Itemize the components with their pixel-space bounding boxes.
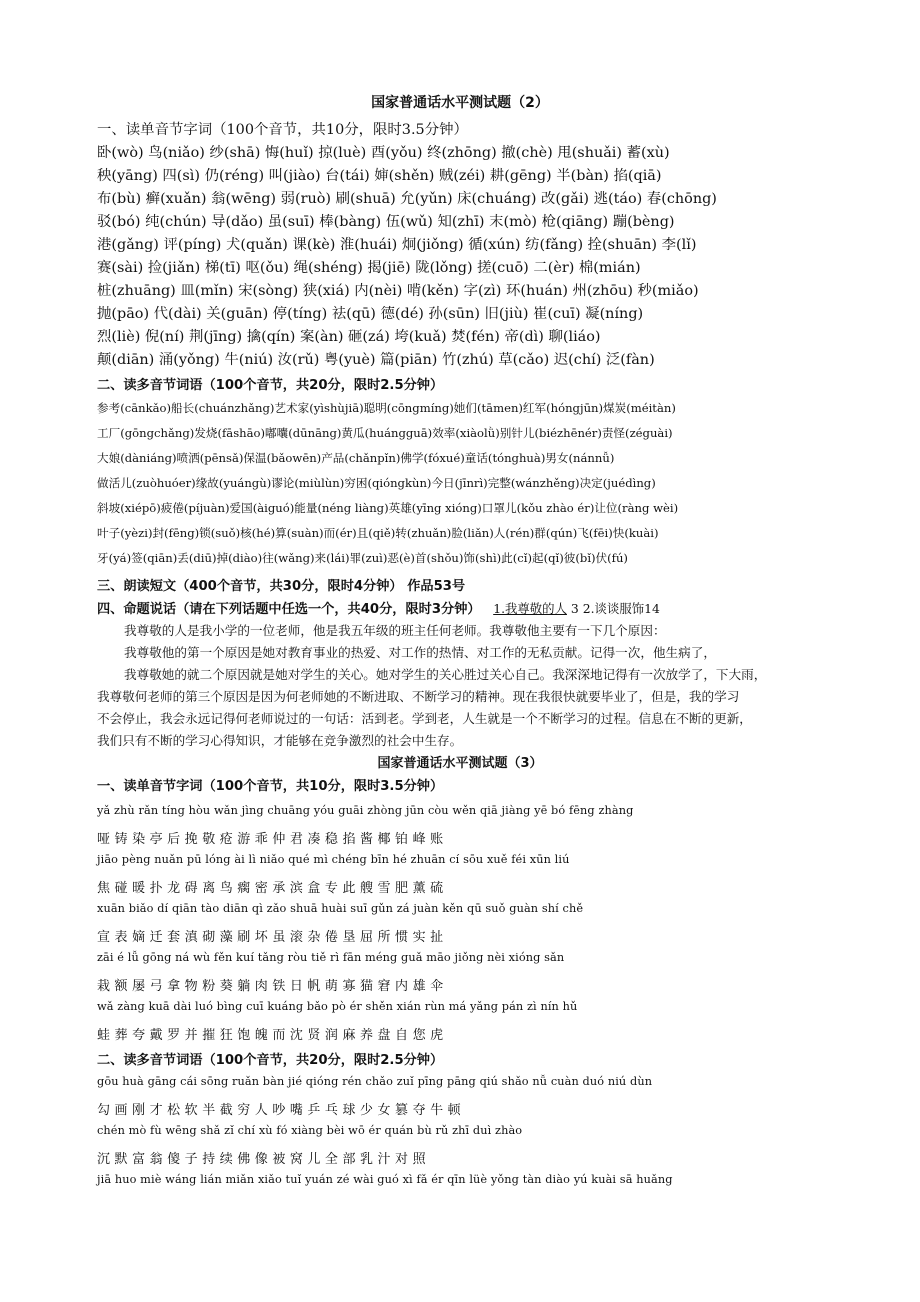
essay-line: 我尊敬何老师的第三个原因是因为何老师她的不断进取、不断学习的精神。现在我很快就要毕业了，但是，我的学习 (97, 689, 740, 704)
test2-sec1-line: 烈(liè) 倪(ní) 荆(jīng) 擒(qín) 案(àn) 砸(zá) 垮(kuǎ) 焚(fén) 帝(dì) 聊(liáo) (97, 329, 601, 345)
test2-title: 国家普通话水平测试题（2） (371, 95, 549, 111)
test2-sec1-line: 桩(zhuāng) 皿(mǐn) 宋(sòng) 狭(xiá) 内(nèi) 啃(kěn) 字(zì) 环(huán) 州(zhōu) 秒(miǎo) (97, 283, 699, 299)
hanzi-row: 勾 画 刚 才 松 软 半 截 穷 人 吵 嘴 乒 乓 球 少 女 篡 夺 牛 顿 (97, 1103, 461, 1118)
pinyin-row: wǎ zàng kuā dài luó bìng cuī kuáng bǎo pò ér shěn xián rùn má yǎng pán zì nín hǔ (97, 1000, 578, 1013)
pinyin-row: jiāo pèng nuǎn pū lóng ài lì niǎo qué mì chéng bīn hé zhuān cí sōu xuě féi xūn liú (97, 853, 570, 866)
test2-sec1-line: 驳(bó) 纯(chún) 导(dǎo) 虽(suī) 棒(bàng) 伍(wǔ) 知(zhī) 末(mò) 枪(qiāng) 蹦(bèng) (97, 214, 675, 230)
pinyin-row: jiā huo miè wáng lián miǎn xiǎo tuǐ yuán zé wài guó xì fǎ ér qīn lüè yǒng tàn diào yú kuài sā huǎng (97, 1173, 673, 1186)
test3-sec2-heading: 二、读多音节词语（100个音节，共20分，限时2.5分钟） (97, 1053, 444, 1068)
hanzi-row: 焦 碰 暖 扑 龙 碍 离 鸟 瘸 密 承 滨 盒 专 此 艘 雪 肥 薰 硫 (97, 881, 444, 896)
pinyin-row: yǎ zhù rǎn tíng hòu wǎn jìng chuāng yóu guāi zhòng jūn còu wěn qiā jiàng yē bó fēng zhàng (97, 804, 634, 817)
essay-line: 不会停止，我会永远记得何老师说过的一句话：活到老。学到老，人生就是一个不断学习的过程。信息在不断的更新， (97, 711, 752, 726)
hanzi-row: 栽 额 屡 弓 拿 物 粉 葵 躺 肉 铁 日 帆 萌 寡 猫 窘 内 雄 伞 (97, 979, 444, 994)
essay-line: 我尊敬他的第一个原因是她对教育事业的热爱、对工作的热情、对工作的无私贡献。记得一次，他生病了， (124, 645, 716, 660)
test2-sec2-line: 牙(yá)签(qiān)丢(diū)掉(diào)往(wǎng)来(lái)罪(zuì)恶(è)首(shǒu)饰(shì)此(cǐ)起(qǐ)彼(bǐ)伏(fú) (97, 551, 628, 565)
test2-sec1-heading: 一、读单音节字词（100个音节，共10分，限时3.5分钟） (97, 122, 468, 138)
test2-sec2-line: 工厂(gōngchǎng)发烧(fāshāo)嘟囔(dūnāng)黄瓜(huángguā)效率(xiàolǜ)别针儿(biézhēnér)责怪(zéguài) (97, 426, 673, 440)
test2-sec2-line: 叶子(yèzi)封(fēng)锁(suǒ)核(hé)算(suàn)而(ér)且(qiě)转(zhuǎn)脸(liǎn)人(rén)群(qún)飞(fēi)快(kuài) (97, 526, 659, 540)
pinyin-row: zāi é lǚ gōng ná wù fěn kuí tǎng ròu tiě rì fān méng guǎ māo jiǒng nèi xióng sǎn (97, 951, 565, 964)
test2-sec1-line: 布(bù) 癣(xuǎn) 翁(wēng) 弱(ruò) 刷(shuā) 允(yǔn) 床(chuáng) 改(gǎi) 逃(táo) 春(chōng) (97, 191, 717, 207)
test2-sec1-line: 港(gǎng) 评(píng) 犬(quǎn) 课(kè) 淮(huái) 炯(jiǒng) 循(xún) 纺(fǎng) 拴(shuān) 李(lǐ) (97, 237, 697, 253)
hanzi-row: 哑 铸 染 亭 后 挽 敬 疮 游 乖 仲 君 凑 稳 掐 酱 椰 铂 峰 账 (97, 832, 444, 847)
hanzi-row: 沉 默 富 翁 傻 子 持 续 佛 像 被 窝 儿 全 部 乳 汁 对 照 (97, 1152, 426, 1167)
test3-title: 国家普通话水平测试题（3） (377, 756, 543, 771)
test2-sec2-heading: 二、读多音节词语（100个音节，共20分，限时2.5分钟） (97, 378, 444, 393)
essay-line: 我尊敬她的就二个原因就是她对学生的关心。她对学生的关心胜过关心自己。我深深地记得有一次放学了，下大雨， (124, 667, 767, 682)
test3-sec1-heading: 一、读单音节字词（100个音节，共10分，限时3.5分钟） (97, 779, 444, 794)
hanzi-row: 蛙 葬 夸 戴 罗 并 摧 狂 饱 魄 而 沈 贤 润 麻 养 盘 自 您 虎 (97, 1028, 444, 1043)
topic-option-1: 1.我尊敬的人 (493, 601, 567, 616)
topic-option-rest: 3 2.谈谈服饰14 (566, 601, 660, 616)
test2-sec2-line: 大娘(dàniáng)喷洒(pēnsǎ)保温(bǎowēn)产品(chǎnpǐn)佛学(fóxué)童话(tónghuà)男女(nánnǚ) (97, 451, 615, 465)
pinyin-row: chén mò fù wēng shǎ zǐ chí xù fó xiàng bèi wō ér quán bù rǔ zhī duì zhào (97, 1124, 523, 1137)
test2-sec1-line: 抛(pāo) 代(dài) 关(guān) 停(tíng) 祛(qū) 德(dé) 孙(sūn) 旧(jiù) 崔(cuī) 凝(níng) (97, 306, 644, 322)
test2-sec1-line: 赛(sài) 捡(jiǎn) 梯(tī) 呕(ǒu) 绳(shéng) 揭(jiē) 陇(lǒng) 搓(cuō) 二(èr) 棉(mián) (97, 260, 641, 276)
test2-sec1-line: 秧(yāng) 四(sì) 仍(réng) 叫(jiào) 台(tái) 婶(shěn) 贼(zéi) 耕(gēng) 半(bàn) 掐(qiā) (97, 168, 662, 184)
test2-sec2-line: 做活儿(zuòhuóer)缘故(yuángù)谬论(miùlùn)穷困(qióngkùn)今日(jīnrì)完整(wánzhěng)决定(juédìng) (97, 476, 656, 490)
test2-sec1-line: 卧(wò) 鸟(niǎo) 纱(shā) 悔(huǐ) 掠(luè) 酉(yǒu) 终(zhōng) 撤(chè) 甩(shuǎi) 蓄(xù) (97, 145, 670, 161)
test2-sec1-line: 颠(diān) 涌(yǒng) 牛(niú) 汝(rǔ) 粤(yuè) 篇(piān) 竹(zhú) 草(cǎo) 迟(chí) 泛(fàn) (97, 352, 655, 368)
test2-sec2-line: 斜坡(xiépō)疲倦(píjuàn)爱国(àiguó)能量(néng liàng)英雄(yīng xióng)口罩儿(kǒu zhào ér)让位(ràng wèi) (97, 501, 679, 515)
pinyin-row: xuān biǎo dí qiān tào diān qì zǎo shuā huài suī gǔn zá juàn kěn qū suǒ guàn shí chě (97, 902, 584, 915)
essay-line: 我们只有不断的学习心得知识，才能够在竞争激烈的社会中生存。 (97, 733, 463, 748)
test2-sec4-heading-line (97, 598, 660, 617)
essay-line: 我尊敬的人是我小学的一位老师，他是我五年级的班主任何老师。我尊敬他主要有一下几个原因： (124, 623, 666, 638)
topic-option (493, 601, 660, 616)
pinyin-row: gōu huà gāng cái sōng ruǎn bàn jié qióng rén chǎo zuǐ pīng pāng qiú shǎo nǚ cuàn duó niú dùn (97, 1075, 653, 1088)
test2-sec3-heading: 三、朗读短文（400个音节，共30分，限时4分钟） 作品53号 (97, 579, 466, 594)
hanzi-row: 宣 表 嫡 迁 套 滇 砌 藻 刷 坏 虽 滚 杂 倦 垦 屈 所 惯 实 扯 (97, 930, 444, 945)
test2-sec4-heading: 四、命题说话（请在下列话题中任选一个，共40分，限时3分钟） (97, 602, 481, 617)
test2-sec2-line: 参考(cānkǎo)船长(chuánzhǎng)艺术家(yìshùjiā)聪明(cōngmíng)她们(tāmen)红军(hóngjūn)煤炭(méitàn) (97, 401, 676, 415)
